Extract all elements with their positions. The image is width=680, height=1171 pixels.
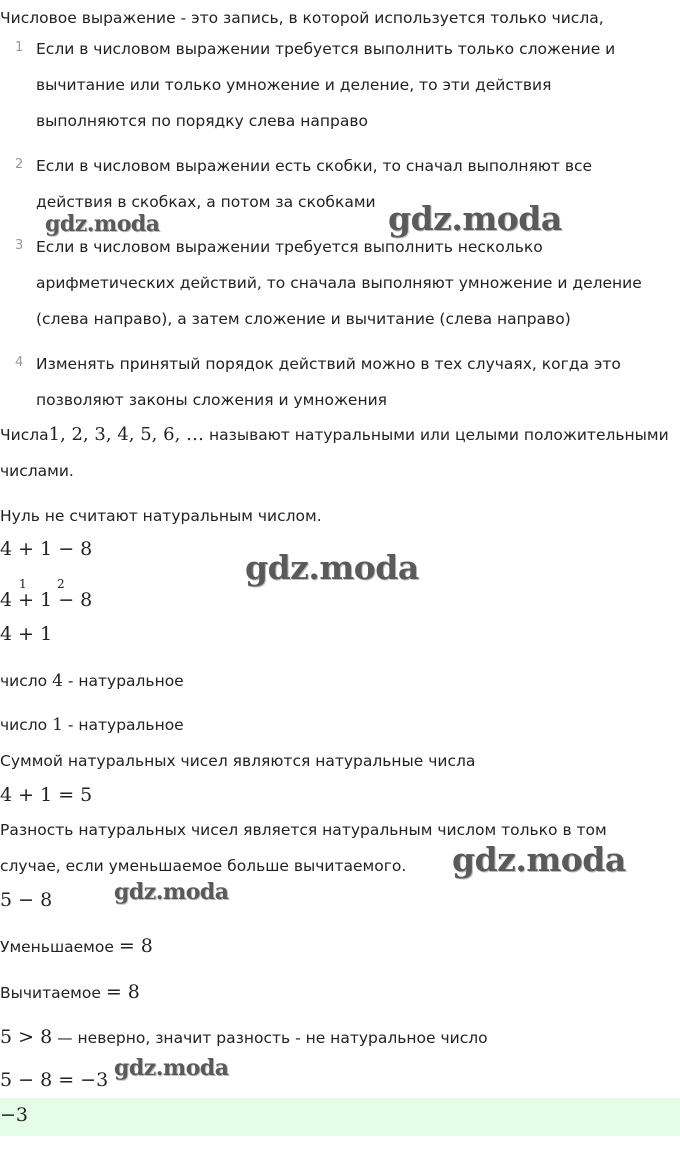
rule-line: Если в числовом выражении требуется выполнить только сложение и: [36, 40, 616, 58]
natural-rest: называют натуральными или целыми положительными: [208, 426, 669, 444]
sum-rule: Суммой натуральных чисел являются натуральные числа: [0, 752, 476, 770]
rule-line: Если в числовом выражении требуется выполнить несколько: [36, 238, 543, 256]
natural-prefix: Числа: [0, 426, 49, 444]
natural-sequence: 1, 2, 3, 4, 5, 6, …: [48, 424, 205, 445]
note-suffix: - натуральное: [62, 716, 184, 734]
rule-number: 2: [15, 157, 24, 172]
watermark: gdz.moda: [114, 879, 229, 905]
subtrahend-value: = 8: [105, 981, 140, 1003]
rule-line: Изменять принятый порядок действий можно в тех случаях, когда это: [36, 355, 621, 373]
zero-note: Нуль не считают натуральным числом.: [0, 507, 322, 525]
intro-text: Числовое выражение - это запись, в которой используется только числа,: [0, 9, 604, 27]
rule-number: 4: [15, 355, 24, 370]
difference-expression: 5 − 8: [0, 889, 53, 911]
rule-line: арифметических действий, то сначала выполняют умножение и деление: [36, 274, 642, 292]
difference-result: 5 − 8 = −3: [0, 1069, 109, 1091]
watermark: gdz.moda: [114, 1055, 229, 1081]
rule-line: позволяют законы сложения и умножения: [36, 391, 387, 409]
watermark: gdz.moda: [388, 199, 562, 238]
order-step-1: 1: [19, 577, 27, 591]
comparison-line: [0, 1019, 488, 1056]
sum-example: 4 + 1 = 5: [0, 784, 93, 806]
note-value: 4: [52, 671, 63, 691]
rule-line: выполняются по порядку слева направо: [36, 112, 368, 130]
expression-main: 4 + 1 − 8: [0, 538, 93, 560]
rule-line: (слева направо), а затем сложение и вычитание (слева направо): [36, 310, 571, 328]
note-prefix: число: [0, 716, 53, 734]
watermark: gdz.moda: [45, 211, 160, 237]
number-note: [0, 707, 184, 743]
subtrahend-line: [0, 974, 140, 1011]
minuend-value: = 8: [118, 935, 153, 957]
minuend-line: [0, 928, 153, 965]
rule-number: 3: [15, 238, 24, 253]
rule-line: Если в числовом выражении есть скобки, то сначал выполняют все: [36, 157, 593, 175]
watermark: gdz.moda: [452, 840, 626, 879]
comparison-expression: 5 > 8: [0, 1026, 53, 1048]
order-step-2: 2: [57, 577, 65, 591]
answer-value: −3: [0, 1104, 29, 1126]
expression-sum: 4 + 1: [0, 623, 53, 645]
minuend-label: Уменьшаемое: [0, 938, 119, 956]
answer-block: [0, 1098, 680, 1136]
number-note: [0, 663, 184, 699]
note-value: 1: [52, 715, 63, 735]
rule-number: 1: [15, 40, 24, 55]
rule-line: действия в скобках, а потом за скобками: [36, 193, 376, 211]
note-suffix: - натуральное: [62, 672, 184, 690]
natural-numbers-line: [0, 417, 669, 453]
rule-line: вычитание или только умножение и деление, то эти действия: [36, 76, 552, 94]
difference-rule-line1: Разность натуральных чисел является натуральным числом только в том: [0, 821, 607, 839]
comparison-text: — неверно, значит разность - не натуральное число: [52, 1029, 488, 1047]
note-prefix: число: [0, 672, 53, 690]
natural-numbers-line2: числами.: [0, 462, 74, 480]
expression-order: 4 + 1 − 8: [0, 589, 93, 611]
difference-rule-line2: случае, если уменьшаемое больше вычитаемого.: [0, 857, 407, 875]
watermark: gdz.moda: [245, 548, 419, 587]
subtrahend-label: Вычитаемое: [0, 984, 106, 1002]
